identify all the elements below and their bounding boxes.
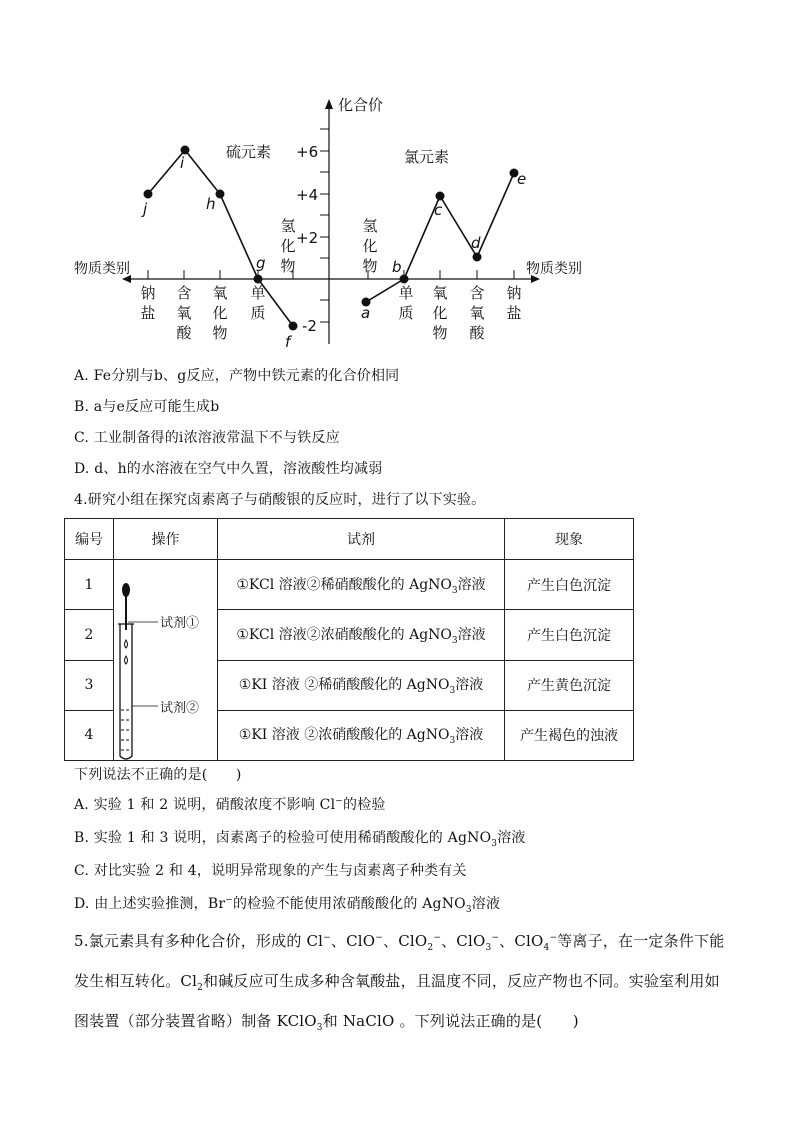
y-axis-arrow [325,99,333,109]
q4-question: 下列说法不正确的是( ) [74,767,242,783]
reagent2-label: 试剂② [160,701,200,716]
header-phenomenon: 现象 [505,519,634,560]
x-axis-label-right: 物质类别 [526,261,582,277]
q5-paragraph: 5.氯元素具有多种化合价，形成的 Cl−、ClO−、ClO$_2$−、ClO$_3$−、ClO$_4$−等离子，在一定条件下能发生相互转化。$Cl_2$和碱反应可生成多种含氧酸盐，且温度不同，反应产物也不同。实验室利用如图装置（部分装置省略）制备 KClO$_3$和 NaClO 。下列说法正确的是( ) [74,932,725,1033]
label-e: e [517,170,527,188]
q3-option-c: C. 工业制备得的i浓溶液常温下不与铁反应 [74,430,340,446]
right-category-0: 单质 [398,284,414,322]
row-4-phenomenon: 产生褐色的浊液 [505,710,634,760]
left-category-3: 单质 [250,284,266,322]
label-g: g [256,254,266,272]
point-c [436,192,445,201]
point-f [289,322,298,331]
row-3-num: 3 [65,660,114,710]
sulfur-title: 硫元素 [226,143,272,161]
test-tube-dropper-illustration [114,560,217,760]
row-4-num: 4 [65,710,114,760]
label-c: c [434,201,443,219]
label-b: b [392,258,402,276]
q4-stem: 4.研究小组在探究卤素离子与硝酸银的反应时，进行了以下实验。 [74,492,486,508]
q4-option-d: D. 由上述实验推测，Br−的检验不能使用浓硝酸酸化的 AgNO$_3$溶液 [74,895,501,915]
valence-category-diagram [0,0,794,360]
chlorine-title: 氯元素 [404,148,450,166]
x-axis-label-left: 物质类别 [74,261,130,277]
label-j: j [143,200,148,218]
right-hydride-label: 氢化物 [362,217,378,275]
operation-cell [114,560,218,761]
point-g [254,275,263,284]
right-category-1: 氧化物 [432,284,448,342]
reagent1-label: 试剂① [160,616,200,631]
row-3-reagent: ①KI 溶液 ②稀硝酸酸化的 AgNO$_3$溶液 [218,660,505,710]
q3-option-d: D. d、h的水溶液在空气中久置，溶液酸性均减弱 [74,461,383,477]
x-ticks [148,270,514,279]
label-h: h [206,195,216,213]
q4-option-b: B. 实验 1 和 3 说明，卤素离子的检验可使用稀硝酸酸化的 AgNO$_3$溶液 [74,830,526,849]
row-1-num: 1 [65,560,114,610]
experiment-table [64,518,634,761]
point-d [473,253,482,262]
label-a: a [361,304,371,322]
right-category-2: 含氧酸 [469,284,485,342]
right-category-3: 钠盐 [506,284,522,322]
y-tick-label-p4: +4 [296,186,319,204]
y-ticks [320,129,329,322]
y-tick-label-p2: +2 [296,229,319,247]
left-category-1: 含氧酸 [176,284,192,342]
row-2-num: 2 [65,610,114,660]
q4-option-c: C. 对比实验 2 和 4，说明异常现象的产生与卤素离子种类有关 [74,863,467,879]
q4-option-a: A. 实验 1 和 2 说明，硝酸浓度不影响 Cl−的检验 [74,796,386,813]
q3-option-b: B. a与e反应可能生成b [74,399,220,415]
header-operation: 操作 [114,519,218,560]
label-f: f [285,333,291,351]
label-i: i [180,154,185,172]
point-j [144,190,153,199]
header-num: 编号 [65,519,114,560]
row-1-phenomenon: 产生白色沉淀 [505,560,634,610]
q3-option-a: A. Fe分别与b、g反应，产物中铁元素的化合价相同 [74,368,400,384]
row-1-reagent: ①KCl 溶液②稀硝酸酸化的 AgNO$_3$溶液 [218,560,505,610]
point-h [216,190,225,199]
y-tick-label-m2: -2 [302,317,317,335]
left-category-2: 氧化物 [212,284,228,342]
y-axis-label: 化合价 [338,96,384,114]
row-4-reagent: ①KI 溶液 ②浓硝酸酸化的 AgNO$_3$溶液 [218,710,505,760]
y-tick-label-p6: +6 [296,143,319,161]
left-hydride-label: 氢化物 [280,217,296,275]
header-reagent: 试剂 [218,519,505,560]
left-category-0: 钠盐 [140,284,156,322]
row-3-phenomenon: 产生黄色沉淀 [505,660,634,710]
row-2-phenomenon: 产生白色沉淀 [505,610,634,660]
row-2-reagent: ①KCl 溶液②浓硝酸酸化的 AgNO$_3$溶液 [218,610,505,660]
label-d: d [471,234,481,252]
